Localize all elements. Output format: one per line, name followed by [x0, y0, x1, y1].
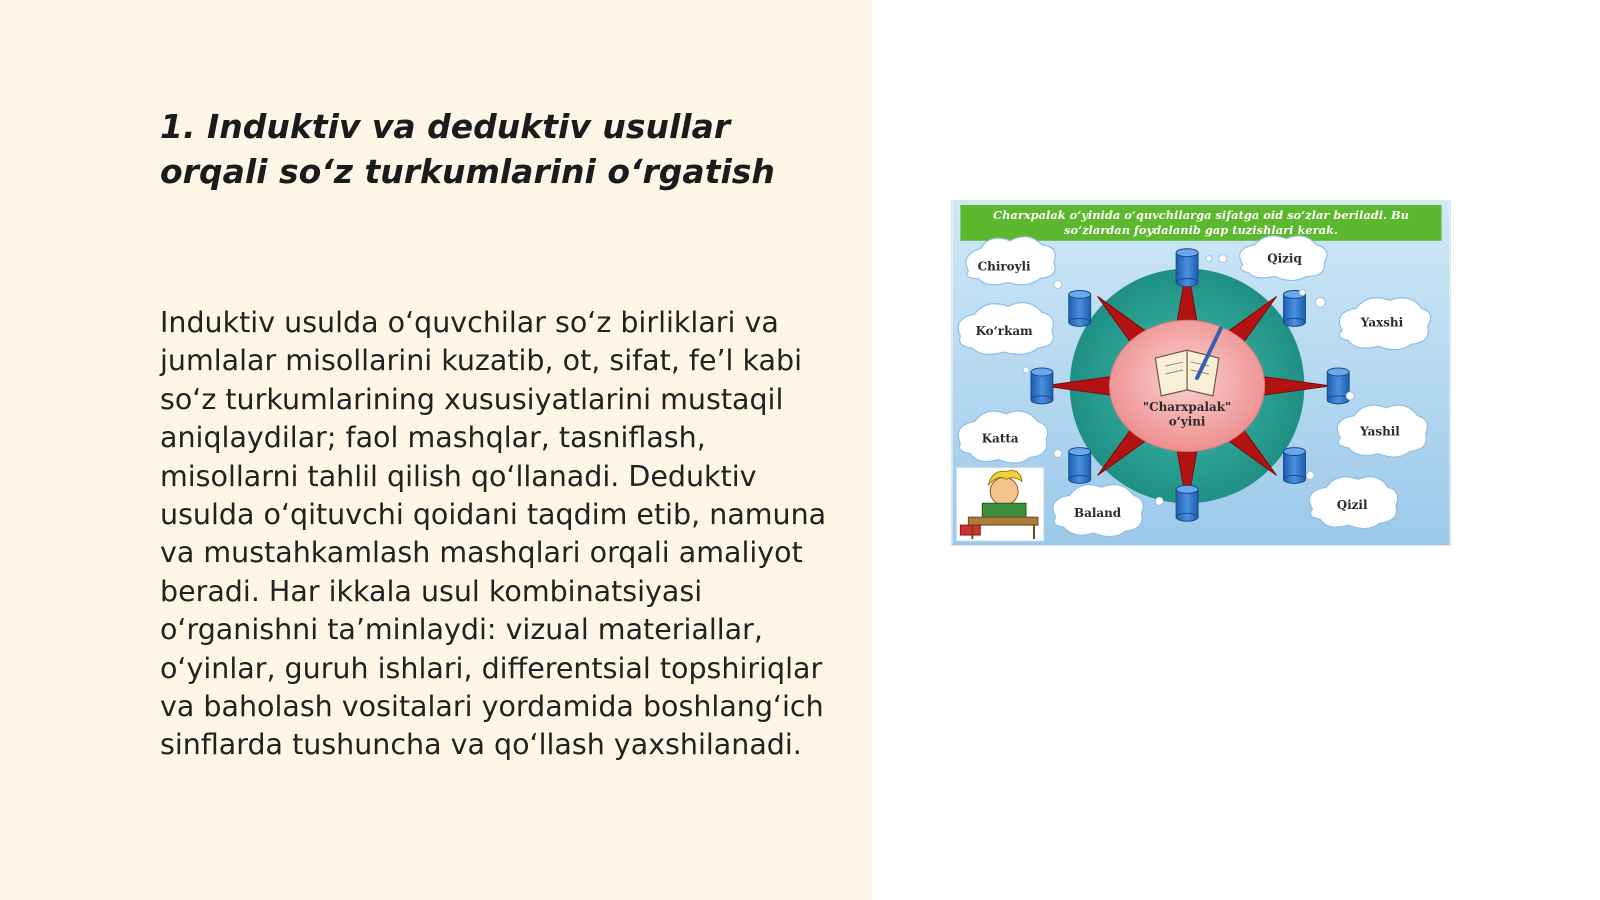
svg-text:Chiroyli: Chiroyli [977, 259, 1031, 274]
cylinder-icon [1176, 485, 1198, 521]
cylinder-icon [1327, 368, 1349, 404]
svg-text:Qiziq: Qiziq [1267, 251, 1302, 266]
slide-body-text: Induktiv usulda o‘quvchilar so‘z birliklari va jumlalar misollarini kuzatib, ot, sifat, fe’l kabi so‘z turkumlarining xususiyatlarini mustaqil aniqlaydilar; faol mashqlar, tasniflash, misollarni tahlil qilish qo‘llanadi. Deduktiv usulda o‘qituvchi qoidani taqdim etib, namuna va mustahkamlash mashqlari orqali amaliyot beradi. Har ikkala usul kombinatsiyasi o‘rganishni ta’minlaydi: vizual materiallar, o‘yinlar, guruh ishlari, differentsial topshiriqlar va baholash vositalari yordamida boshlang‘ich sinflarda tushuncha va qo‘llash yaxshilanadi. [160, 306, 827, 762]
cylinder-icon [1069, 448, 1091, 484]
svg-text:Ko‘rkam: Ko‘rkam [975, 324, 1033, 339]
charxpalak-diagram [952, 201, 1450, 545]
svg-text:Baland: Baland [1074, 506, 1122, 521]
header-text-line1: Charxpalak o‘yinida o‘quvchilarga sifatga oid so‘zlar beriladi. Bu [993, 207, 1409, 222]
svg-text:Yashil: Yashil [1360, 424, 1400, 439]
cylinder-icon [1069, 290, 1091, 326]
slide-title: 1. Induktiv va deduktiv usullar orqali so‘z turkumlarini o‘rgatish [160, 107, 775, 191]
cylinder-icon [1284, 448, 1306, 484]
cylinder-icon [1031, 368, 1053, 404]
header-text-line2: so‘zlardan foydalanib gap tuzishlari kerak. [1064, 222, 1338, 237]
center-label-line2: o‘yini [1168, 414, 1206, 429]
charxpalak-game-illustration [951, 200, 1451, 546]
student-cartoon-icon [956, 467, 1043, 541]
cylinder-icon [1176, 249, 1198, 287]
svg-text:Qizil: Qizil [1336, 498, 1368, 513]
center-label-line1: "Charxpalak" [1142, 399, 1232, 414]
svg-text:Katta: Katta [981, 431, 1019, 446]
svg-text:Yaxshi: Yaxshi [1360, 315, 1404, 330]
